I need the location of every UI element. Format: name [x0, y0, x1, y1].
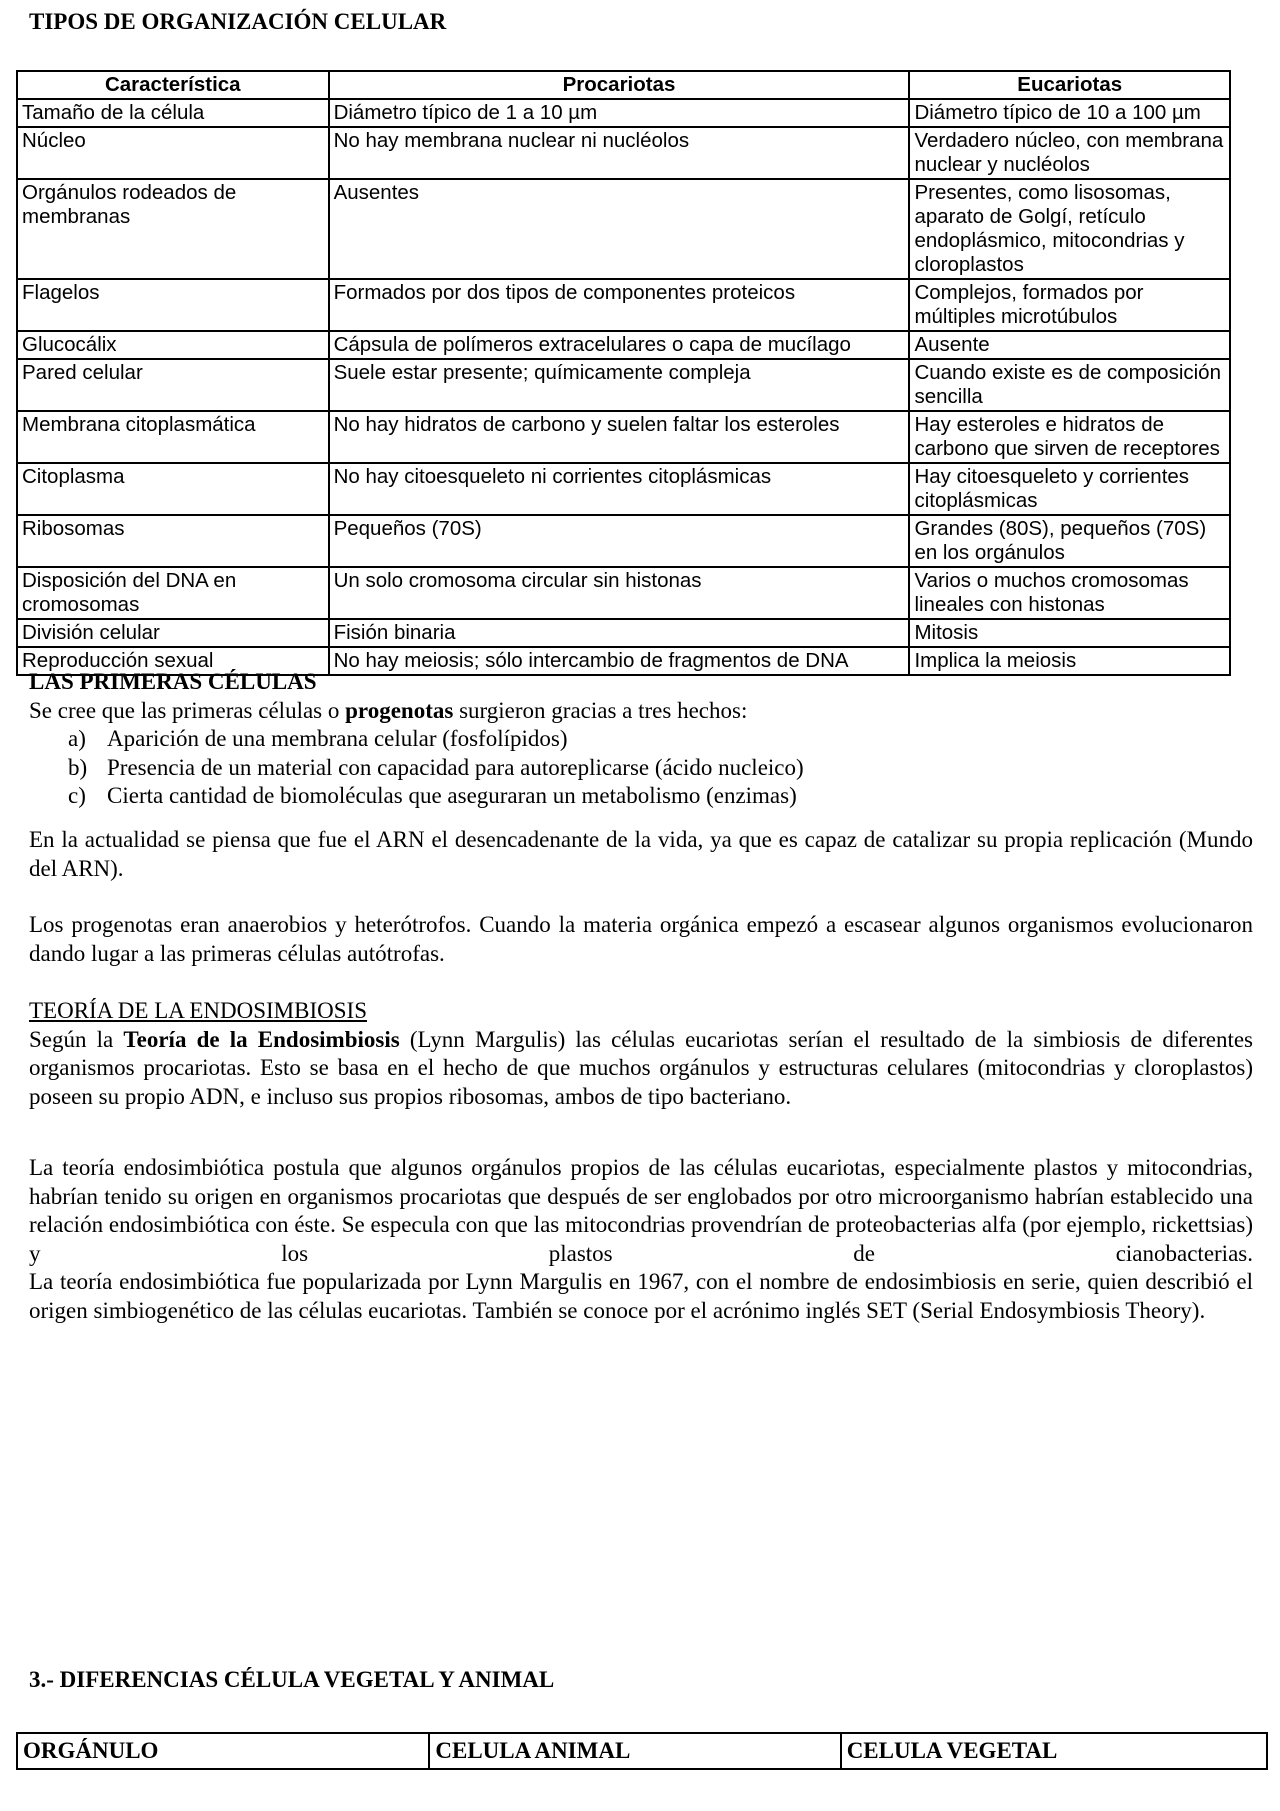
table-cell: Implica la meiosis — [909, 647, 1230, 675]
table-cell: Complejos, formados por múltiples microtúbulos — [909, 279, 1230, 331]
table-cell: Suele estar presente; químicamente compleja — [329, 359, 910, 411]
table-cell: Ribosomas — [17, 515, 329, 567]
table-cell: Tamaño de la célula — [17, 99, 329, 127]
endosimbiosis-section — [29, 997, 1253, 1111]
table-cell: Pequeños (70S) — [329, 515, 910, 567]
list-item: c) Cierta cantidad de biomoléculas que aseguraran un metabolismo (enzimas) — [68, 783, 797, 808]
column-header: Característica — [17, 71, 329, 99]
column-header: Procariotas — [329, 71, 910, 99]
diferencias-table — [16, 1732, 1268, 1770]
table-cell: Pared celular — [17, 359, 329, 411]
table-cell: Cápsula de polímeros extracelulares o capa de mucílago — [329, 331, 910, 359]
endosimbiosis-continued — [29, 1154, 1253, 1325]
table-cell: Fisión binaria — [329, 619, 910, 647]
table-row — [17, 127, 1230, 179]
table-cell: Verdadero núcleo, con membrana nuclear y nucléolos — [909, 127, 1230, 179]
table-cell: No hay hidratos de carbono y suelen faltar los esteroles — [329, 411, 910, 463]
paragraph-progenotas: Los progenotas eran anaerobios y heterótrofos. Cuando la materia orgánica empezó a escasear algunos organismos evolucionaron dando lugar a las primeras células autótrofas. — [29, 912, 1253, 966]
table-cell: Hay esteroles e hidratos de carbono que sirven de receptores — [909, 411, 1230, 463]
table-cell: Un solo cromosoma circular sin histonas — [329, 567, 910, 619]
table-cell: Glucocálix — [17, 331, 329, 359]
teoria-term: Teoría de la Endosimbiosis — [123, 1026, 400, 1052]
table-row — [17, 331, 1230, 359]
paragraph-endosimbiosis-1: Según la Teoría de la Endosimbiosis (Lynn Margulis) las células eucariotas serían el resultado de la simbiosis de diferentes organismos procariotas. Esto se basa en el hecho de que muchos orgánulos y estructuras celulares (mitocondrias y cloroplastos) poseen su propio ADN, e incluso sus propios ribosomas, ambos de tipo bacteriano. — [29, 1026, 1253, 1109]
table-cell: Núcleo — [17, 127, 329, 179]
table-cell: Hay citoesqueleto y corrientes citoplásmicas — [909, 463, 1230, 515]
table-cell: Presentes, como lisosomas, aparato de Golgí, retículo endoplásmico, mitocondrias y cloroplastos — [909, 179, 1230, 279]
primeras-celulas-section — [29, 668, 1253, 811]
table-cell: Citoplasma — [17, 463, 329, 515]
table-row — [17, 463, 1230, 515]
list-item: a) Aparición de una membrana celular (fosfolípidos) — [68, 726, 568, 751]
table-cell: No hay citoesqueleto ni corrientes citoplásmicas — [329, 463, 910, 515]
table-row — [17, 411, 1230, 463]
table-cell: Membrana citoplasmática — [17, 411, 329, 463]
table-header-row — [17, 1733, 1267, 1769]
table-cell: Formados por dos tipos de componentes proteicos — [329, 279, 910, 331]
table-cell: División celular — [17, 619, 329, 647]
section-title-diferencias: 3.- DIFERENCIAS CÉLULA VEGETAL Y ANIMAL — [29, 1667, 555, 1692]
table-cell: No hay meiosis; sólo intercambio de fragmentos de DNA — [329, 647, 910, 675]
section-heading-endosimbiosis: TEORÍA DE LA ENDOSIMBIOSIS — [29, 998, 367, 1023]
primeras-intro: Se cree que las primeras células o progenotas surgieron gracias a tres hechos: — [29, 697, 748, 723]
column-header: CELULA ANIMAL — [429, 1733, 840, 1769]
paragraph-endosimbiosis-3: La teoría endosimbiótica fue popularizada por Lynn Margulis en 1967, con el nombre de endosimbiosis en serie, quien describió el origen simbiogenético de las células eucariotas. También se conoce por el acrónimo inglés SET (Serial Endosymbiosis Theory). — [29, 1269, 1253, 1323]
progenotas-term: progenotas — [345, 697, 454, 723]
list-item: b) Presencia de un material con capacidad para autoreplicarse (ácido nucleico) — [68, 754, 804, 780]
table-cell: No hay membrana nuclear ni nucléolos — [329, 127, 910, 179]
table-row — [17, 179, 1230, 279]
table-header-row — [17, 71, 1230, 99]
table-cell: Disposición del DNA en cromosomas — [17, 567, 329, 619]
table-cell: Varios o muchos cromosomas lineales con histonas — [909, 567, 1230, 619]
table-row — [17, 99, 1230, 127]
table-row — [17, 279, 1230, 331]
column-header: Eucariotas — [909, 71, 1230, 99]
table-cell: Diámetro típico de 10 a 100 µm — [909, 99, 1230, 127]
table-cell: Reproducción sexual — [17, 647, 329, 675]
table-row — [17, 619, 1230, 647]
table-cell: Flagelos — [17, 279, 329, 331]
organizacion-celular-table — [16, 70, 1231, 676]
table-cell: Grandes (80S), pequeños (70S) en los orgánulos — [909, 515, 1230, 567]
paragraph-endosimbiosis-2: La teoría endosimbiótica postula que algunos orgánulos propios de las células eucariotas, especialmente plastos y mitocondrias, habrían tenido su origen en organismos procariotas que después de ser englobados por otro microorganismo habrían establecido una relación endosimbiótica con éste. Se especula con que las mitocondrias provendrían de proteobacterias alfa (por ejemplo, rickettsias) y los plastos de cianobacterias. — [29, 1155, 1253, 1266]
table-cell: Ausentes — [329, 179, 910, 279]
table-row — [17, 515, 1230, 567]
section-title-organizacion: TIPOS DE ORGANIZACIÓN CELULAR — [29, 9, 447, 34]
hechos-list — [29, 725, 1253, 811]
table-row — [17, 359, 1230, 411]
table-cell: Diámetro típico de 1 a 10 µm — [329, 99, 910, 127]
column-header: CELULA VEGETAL — [841, 1733, 1267, 1769]
table-cell: Orgánulos rodeados de membranas — [17, 179, 329, 279]
table-cell: Cuando existe es de composición sencilla — [909, 359, 1230, 411]
paragraph-arn: En la actualidad se piensa que fue el ARN el desencadenante de la vida, ya que es capaz de catalizar su propia replicación (Mundo del ARN). — [29, 827, 1253, 881]
section-heading-primeras: LAS PRIMERAS CÉLULAS — [29, 669, 317, 694]
table-row — [17, 567, 1230, 619]
table-cell: Mitosis — [909, 619, 1230, 647]
column-header: ORGÁNULO — [17, 1733, 429, 1769]
table-cell: Ausente — [909, 331, 1230, 359]
